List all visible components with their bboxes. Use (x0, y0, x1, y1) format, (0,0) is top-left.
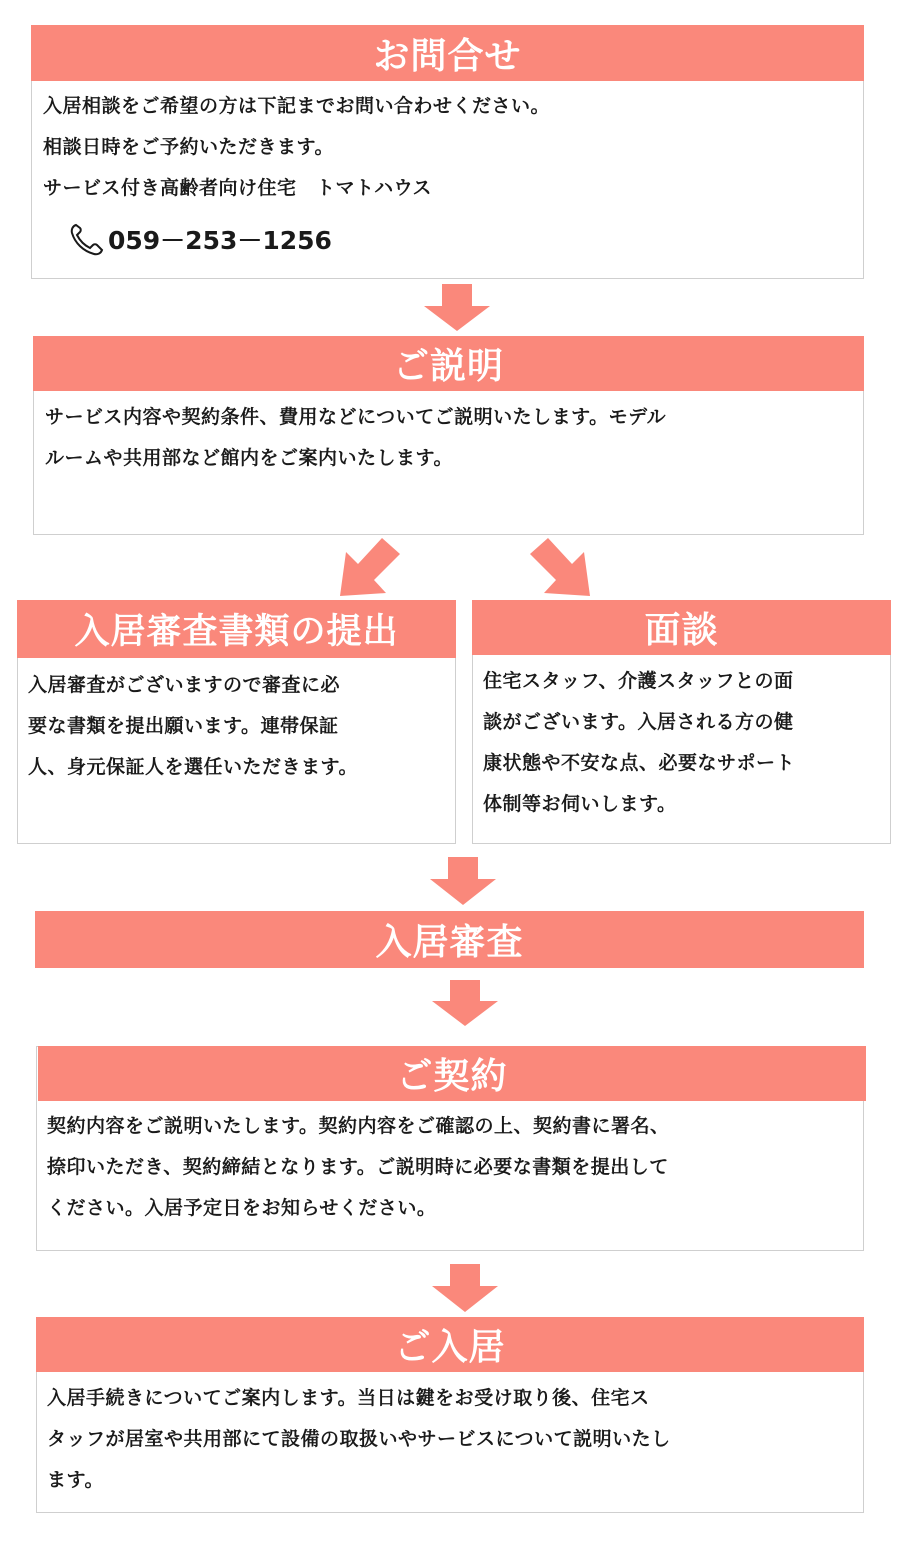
interview-text (483, 661, 795, 825)
explanation-line: ルームや共用部など館内をご案内いたします。 (45, 447, 453, 469)
phone-number[interactable]: 059－253－1256 (108, 226, 332, 255)
contract-line: 捺印いただき、契約締結となります。ご説明時に必要な書類を提出して (47, 1156, 669, 1178)
contract-text (47, 1106, 669, 1229)
documents-title: 入居審査書類の提出 (74, 612, 399, 652)
contract-header (38, 1046, 866, 1101)
arrow-down-left-icon (340, 538, 406, 598)
screening-title: 入居審査 (375, 922, 524, 963)
explanation-header (33, 336, 864, 391)
documents-text (28, 665, 358, 788)
documents-line: 人、身元保証人を選任いただきます。 (28, 756, 358, 778)
inquiry-line: サービス付き高齢者向け住宅 トマトハウス (43, 177, 433, 199)
documents-line: 要な書類を提出願います。連帯保証 (28, 715, 339, 737)
explanation-text (45, 397, 666, 479)
inquiry-header (31, 25, 864, 81)
explanation-line: サービス内容や契約条件、費用などについてご説明いたします。モデル (45, 406, 667, 428)
move-in-title: ご入居 (394, 1327, 506, 1368)
interview-line: 康状態や不安な点、必要なサポート (483, 752, 796, 774)
contract-line: 契約内容をご説明いたします。契約内容をご確認の上、契約書に署名、 (47, 1115, 670, 1137)
inquiry-line: 相談日時をご予約いただきます。 (43, 136, 334, 158)
phone-row (68, 220, 332, 258)
interview-title: 面談 (644, 610, 719, 651)
interview-line: 体制等お伺いします。 (483, 793, 677, 815)
move-in-header (36, 1317, 864, 1372)
move-in-line: 入居手続きについてご案内します。当日は鍵をお受け取り後、住宅ス (47, 1387, 650, 1409)
arrow-down-icon (430, 857, 496, 905)
arrow-down-right-icon (524, 538, 590, 598)
documents-header (17, 600, 456, 658)
interview-line: 談がございます。入居される方の健 (483, 711, 794, 733)
arrow-down-icon (432, 980, 498, 1026)
move-in-line: ます。 (47, 1469, 104, 1491)
screening-header (35, 911, 864, 968)
explanation-title: ご説明 (392, 346, 504, 387)
arrow-down-icon (432, 1264, 498, 1312)
move-in-line: タッフが居室や共用部にて設備の取扱いやサービスについて説明いたし (47, 1428, 671, 1450)
arrow-down-icon (424, 284, 490, 331)
inquiry-line: 入居相談をご希望の方は下記までお問い合わせください。 (43, 95, 551, 117)
interview-line: 住宅スタッフ、介護スタッフとの面 (483, 670, 794, 692)
inquiry-title: お問合せ (373, 35, 522, 77)
interview-header (472, 600, 891, 655)
documents-line: 入居審査がございますので審査に必 (28, 674, 341, 696)
inquiry-text (43, 86, 550, 209)
contract-title: ご契約 (396, 1056, 508, 1097)
phone-icon (68, 221, 108, 257)
move-in-text (47, 1378, 671, 1501)
contract-line: ください。入居予定日をお知らせください。 (47, 1197, 437, 1219)
